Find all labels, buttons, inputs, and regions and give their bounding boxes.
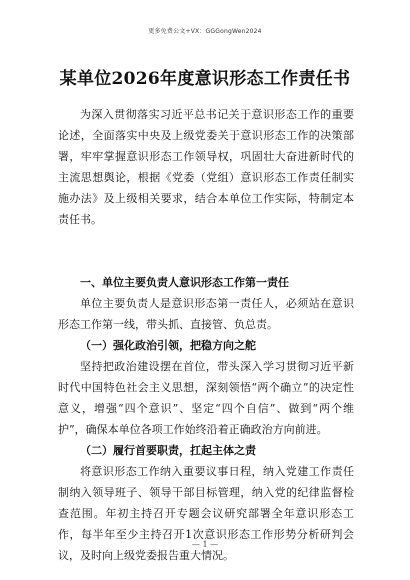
header-note: 更多免费公文+VX：GGGongWen2024 [148, 28, 262, 35]
subsection-1-body: 坚持把政治建设摆在首位，带头深入学习贯彻习近平新时代中国特色社会主义思想，深刻领悟“两个确立”的决定性意义，增强“四个意识”、坚定“四个自信”、做到“两个维护”，确保本单位各项工作始终沿着正确政治方向前进。 [58, 360, 354, 436]
subsection-1-heading: （一）强化政治引领，把稳方向之舵 [80, 339, 256, 352]
document-title: 某单位2026年度意识形态工作责任书 [59, 69, 351, 89]
subsection-2-body: 将意识形态工作纳入重要议事日程，纳入党建工作责任制纳入领导班子、领导干部目标管理，纳入党的纪律监督检查范围。年初主持召开专题会议研究部署全年意识形态工作，每半年至少主持召开1次意识形态工作形势分析研判会议，及时向上级党委报告重大情况。 [58, 465, 354, 562]
section-1-body: 单位主要负责人是意识形态第一责任人，必须站在意识形态工作第一线，带头抓、直接管、负总责。 [58, 297, 354, 331]
intro-paragraph: 为深入贯彻落实习近平总书记关于意识形态工作的重要论述，全面落实中央及上级党委关于意识形态工作的决策部署，牢牢掌握意识形态工作领导权，巩固壮大奋进新时代的主流思想舆论，根据《党委（党组）意识形态工作责任制实施办法》及上级相关要求，结合本单位工作实际，特制定本责任书。 [58, 108, 354, 226]
page-number: — 1 — [191, 540, 219, 549]
section-1-heading: 一、单位主要负责人意识形态工作第一责任 [80, 276, 289, 289]
subsection-2-heading: （二）履行首要职责，扛起主体之责 [80, 444, 256, 457]
